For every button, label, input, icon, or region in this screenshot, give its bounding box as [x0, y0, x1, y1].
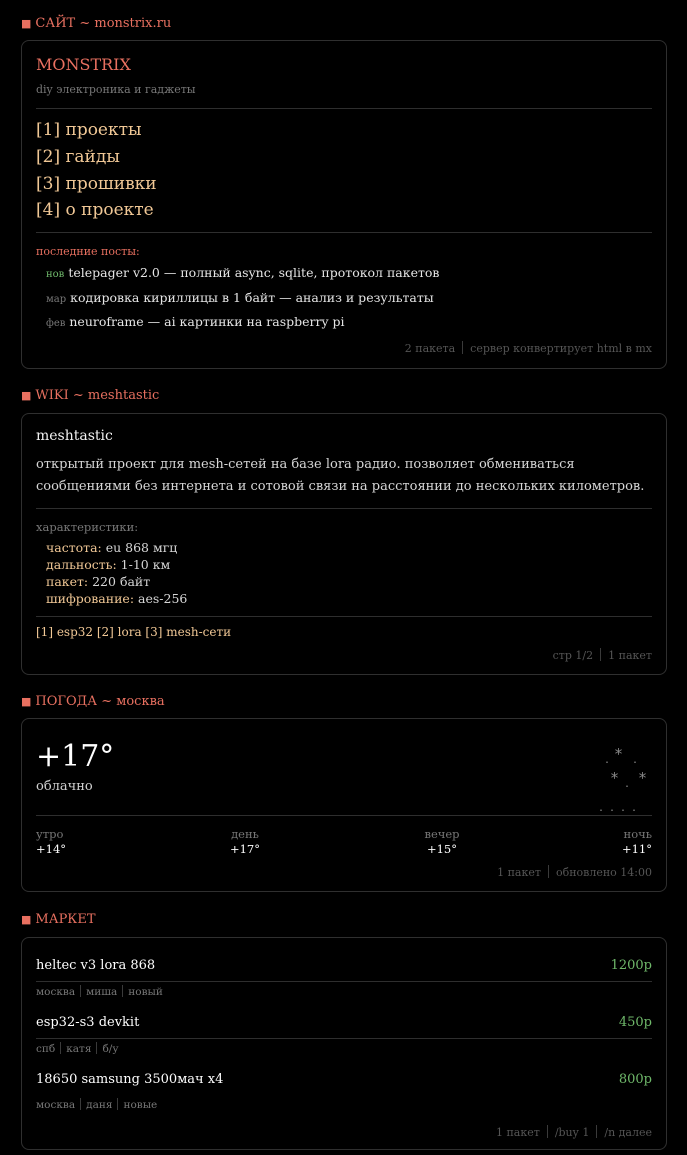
post-date-tag: фев	[46, 318, 66, 329]
square-bullet-icon: ■	[21, 695, 32, 708]
characteristics-label: характеристики:	[36, 520, 139, 534]
divider	[36, 1038, 652, 1039]
posts-label: последние посты:	[36, 245, 140, 258]
market-item-price: 450р	[618, 1015, 652, 1030]
cloud-snow-icon: * . . * * . ....	[598, 745, 648, 814]
market-item-meta: спб катя б/у	[36, 1043, 119, 1055]
market-card	[21, 937, 667, 1150]
site-title: MONSTRIX	[36, 55, 131, 74]
weather-section-title: ■ ПОГОДА ~ москва	[21, 694, 165, 709]
forecast-morning: утро +14°	[36, 827, 67, 856]
separator	[600, 648, 601, 661]
site-section-title: ■ САЙТ ~ monstrix.ru	[21, 16, 172, 31]
menu-item-firmware[interactable]: [3] прошивки	[36, 174, 157, 194]
post-date-tag: мар	[46, 294, 67, 305]
menu-item-projects[interactable]: [1] проекты	[36, 120, 142, 140]
divider	[36, 508, 652, 509]
square-bullet-icon: ■	[21, 17, 32, 30]
square-bullet-icon: ■	[21, 389, 32, 402]
market-item-price: 800р	[618, 1072, 652, 1087]
separator	[122, 985, 123, 997]
site-footer: 2 пакета сервер конвертирует html в mx	[404, 342, 652, 355]
wiki-footer: стр 1/2 1 пакет	[552, 649, 652, 662]
market-item-name[interactable]: 18650 samsung 3500мач x4	[36, 1072, 224, 1087]
separator	[548, 865, 549, 878]
wiki-description: открытый проект для mesh-сетей на базе lora радио. позволяет обмениваться сообщениями без интернета и сотовой связи на расстоянии до нескольких километров.	[36, 457, 645, 494]
forecast-night: ночь +11°	[621, 827, 652, 856]
forecast-day: день +17°	[229, 827, 261, 856]
wiki-related-links[interactable]: [1] esp32 [2] lora [3] mesh-сети	[36, 625, 232, 639]
separator	[547, 1125, 548, 1138]
separator	[596, 1125, 597, 1138]
char-row: дальность: 1-10 км	[46, 557, 171, 572]
char-row: частота: eu 868 мгц	[46, 540, 178, 555]
buy-command[interactable]: /buy 1	[554, 1126, 590, 1139]
square-bullet-icon: ■	[21, 913, 32, 926]
site-subtitle: diy электроника и гаджеты	[36, 83, 196, 96]
separator	[96, 1042, 97, 1054]
weather-footer: 1 пакет обновлено 14:00	[497, 866, 652, 879]
market-item-price: 1200р	[610, 958, 652, 973]
wiki-section-title: ■ WIKI ~ meshtastic	[21, 388, 160, 403]
divider	[36, 981, 652, 982]
market-item-name[interactable]: heltec v3 lora 868	[36, 958, 156, 973]
weather-condition: облачно	[36, 779, 93, 794]
post-title: telepager v2.0 — полный async, sqlite, протокол пакетов	[68, 265, 440, 280]
site-card	[21, 40, 667, 369]
char-row: пакет: 220 байт	[46, 574, 151, 589]
post-item[interactable]	[46, 314, 345, 329]
post-item[interactable]	[46, 290, 434, 305]
char-row: шифрование: aes-256	[46, 591, 188, 606]
market-item-meta: москва миша новый	[36, 986, 163, 998]
post-date-tag: нов	[46, 269, 65, 280]
separator	[462, 341, 463, 354]
next-page-command[interactable]: /n далее	[604, 1126, 652, 1139]
market-footer: 1 пакет /buy 1 /n далее	[495, 1126, 652, 1139]
menu-item-about[interactable]: [4] о проекте	[36, 200, 154, 220]
divider	[36, 232, 652, 233]
separator	[60, 1042, 61, 1054]
divider	[36, 108, 652, 109]
current-temperature: +17°	[36, 739, 115, 774]
menu-item-guides[interactable]: [2] гайды	[36, 147, 120, 167]
forecast-evening: вечер +15°	[424, 827, 460, 856]
market-item-meta: москва даня новые	[36, 1099, 158, 1111]
divider	[36, 815, 652, 816]
separator	[80, 1098, 81, 1110]
separator	[80, 985, 81, 997]
wiki-card	[21, 413, 667, 675]
market-section-title: ■ МАРКЕТ	[21, 912, 96, 927]
weather-card	[21, 718, 667, 892]
market-item-name[interactable]: esp32-s3 devkit	[36, 1015, 140, 1030]
separator	[117, 1098, 118, 1110]
wiki-title: meshtastic	[36, 428, 113, 444]
post-title: кодировка кириллицы в 1 байт — анализ и результаты	[70, 290, 434, 305]
divider	[36, 616, 652, 617]
post-item[interactable]	[46, 265, 439, 280]
post-title: neuroframe — ai картинки на raspberry pi	[69, 314, 345, 329]
